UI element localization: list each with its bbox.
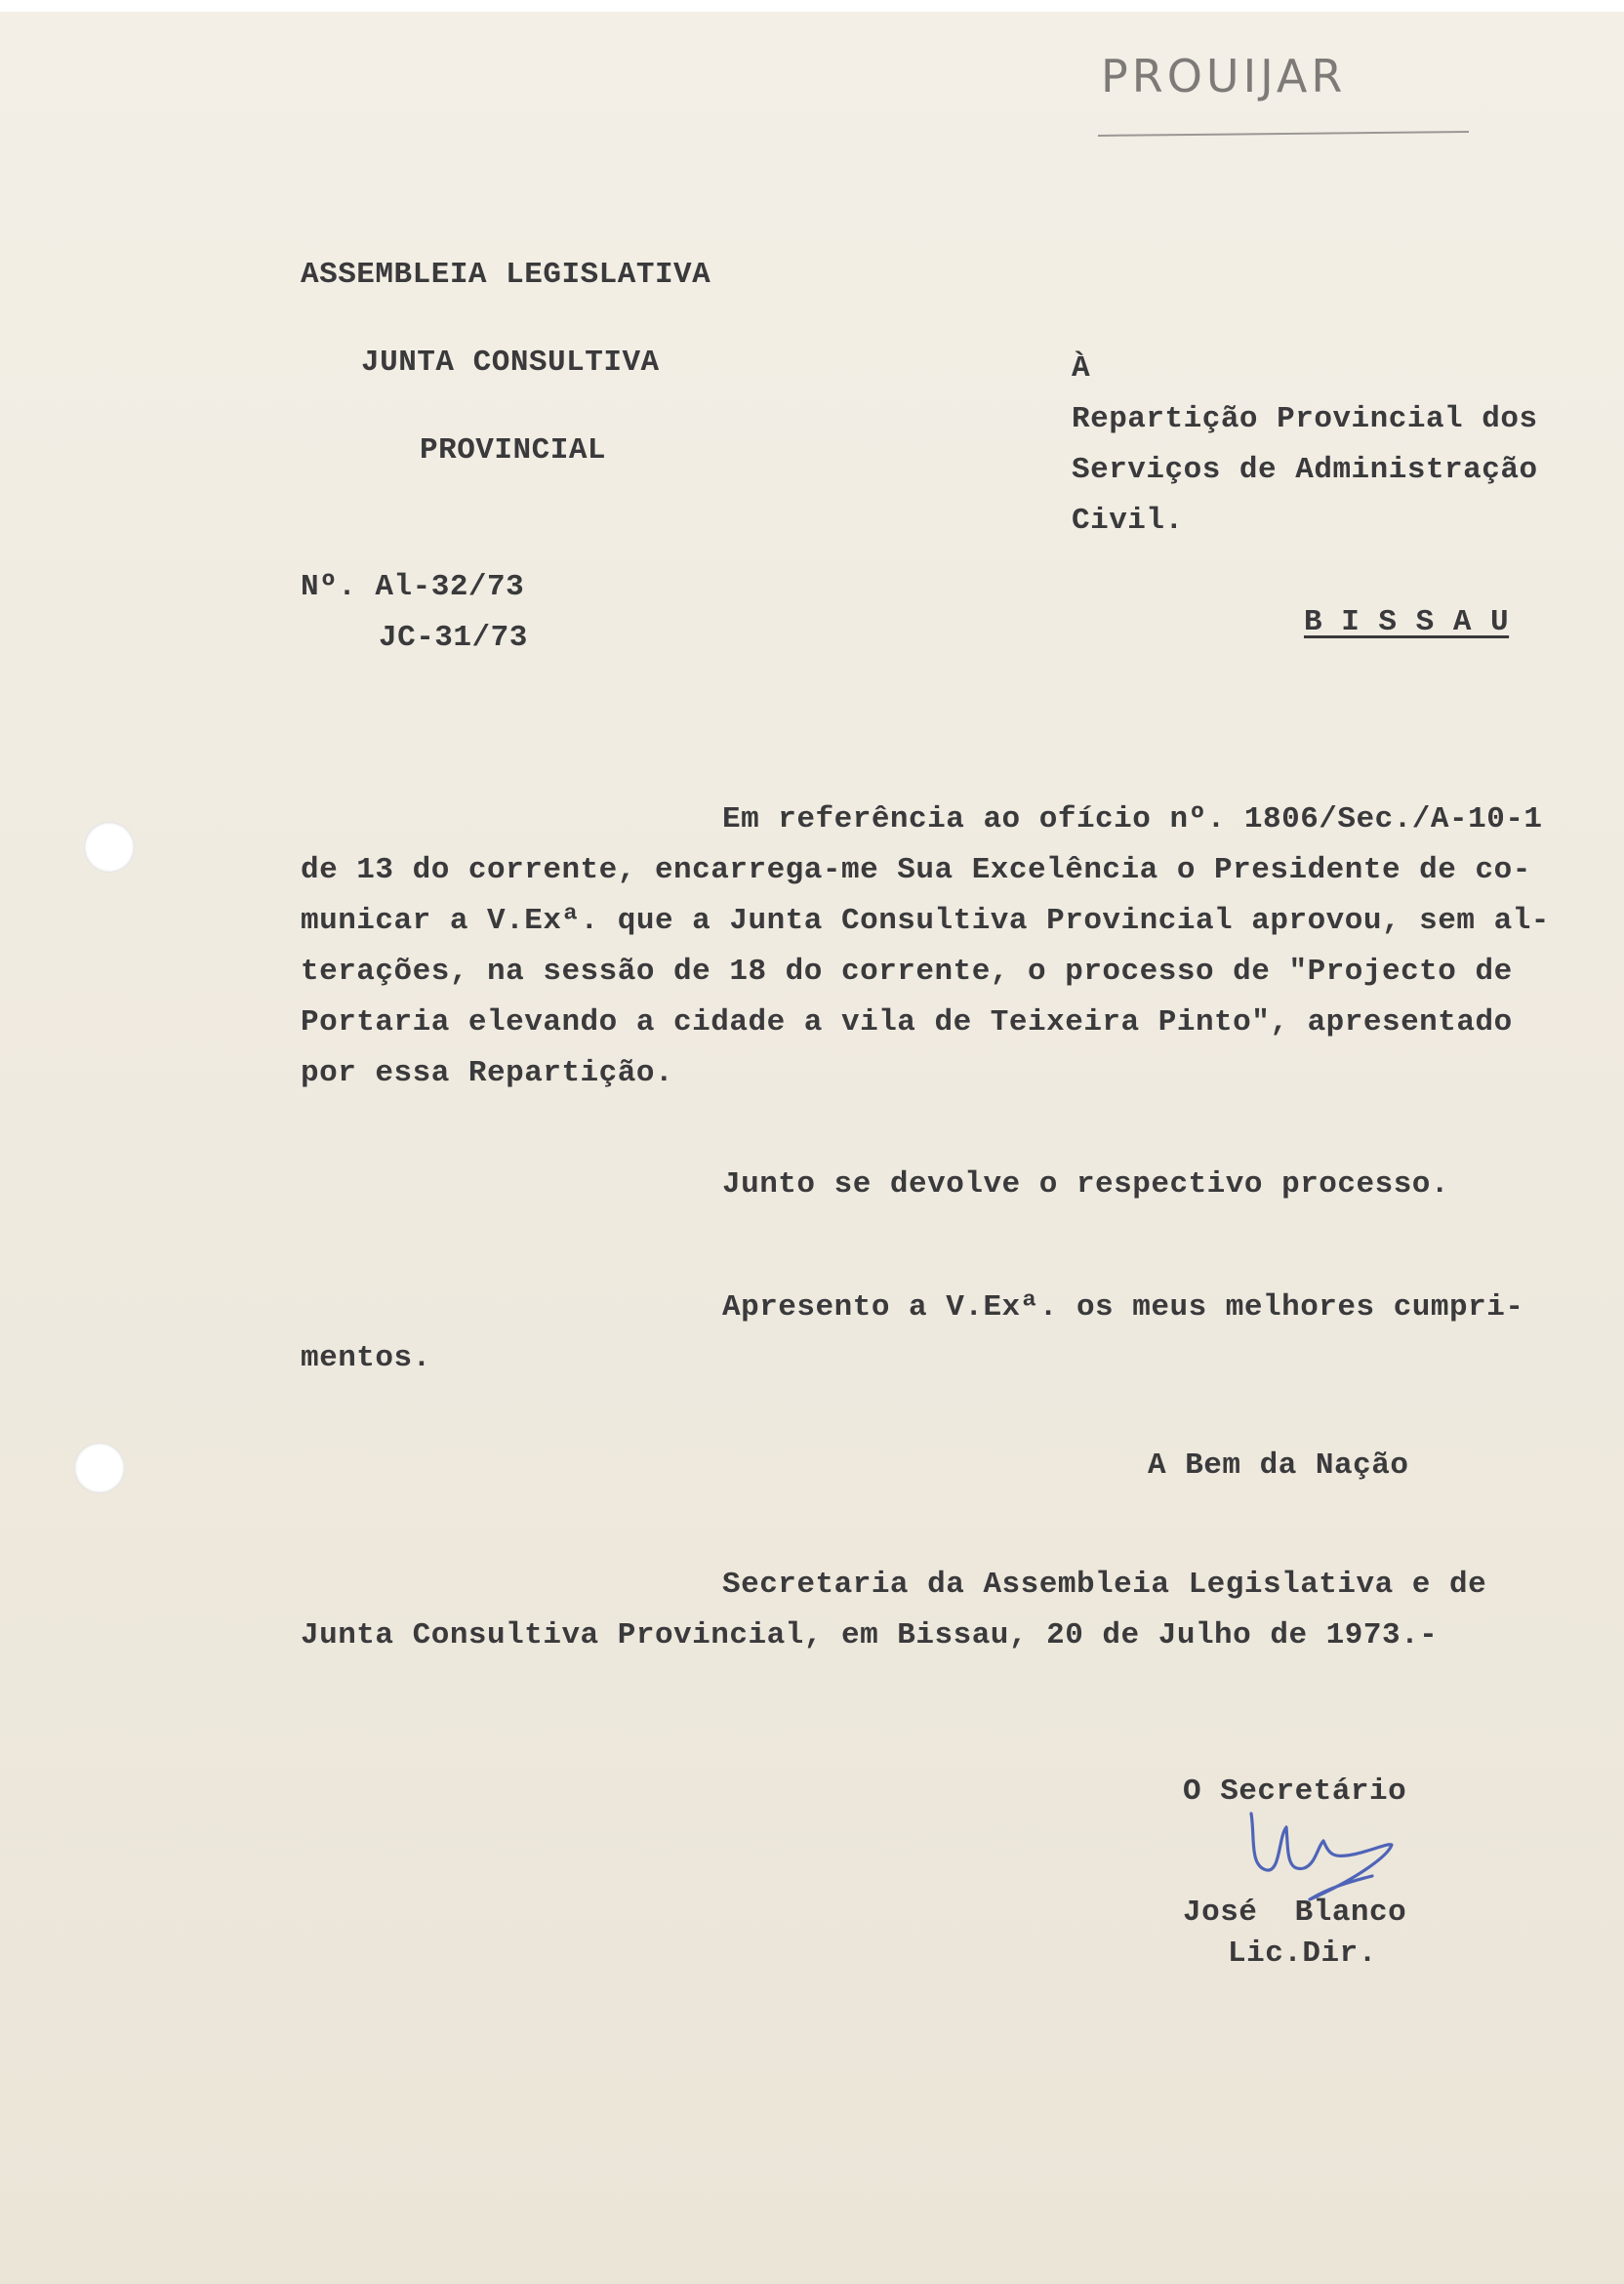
signatory-role: Lic.Dir.: [1228, 1937, 1377, 1971]
header-provincial: PROVINCIAL: [420, 433, 607, 468]
recipient-line-1: Repartição Provincial dos: [1072, 402, 1538, 436]
header-assembly: ASSEMBLEIA LEGISLATIVA: [301, 258, 711, 292]
signatory-name: José Blanco: [1183, 1896, 1407, 1930]
handwritten-annotation: PROUIJAR: [1101, 50, 1347, 102]
body-line: Em referência ao ofício nº. 1806/Sec./A-10-1: [722, 802, 1543, 836]
recipient-line-2: Serviços de Administração: [1072, 453, 1538, 487]
punch-hole: [84, 822, 135, 873]
body-line: municar a V.Exª. que a Junta Consultiva Provincial aprovou, sem al-: [301, 904, 1550, 938]
header-junta: JUNTA CONSULTIVA: [361, 346, 660, 380]
document-page: [0, 12, 1624, 2284]
recipient-city: B I S S A U: [1304, 605, 1510, 639]
closing-formula: A Bem da Nação: [1148, 1448, 1409, 1483]
recipient-line-3: Civil.: [1072, 504, 1184, 538]
place-date-line: Junta Consultiva Provincial, em Bissau, 20 de Julho de 1973.-: [301, 1618, 1439, 1652]
annotation-underline: [1098, 131, 1469, 137]
punch-hole: [74, 1443, 125, 1493]
body-line: por essa Repartição.: [301, 1056, 674, 1090]
body-line: mentos.: [301, 1341, 431, 1375]
signatory-title: O Secretário: [1183, 1774, 1407, 1809]
body-line: terações, na sessão de 18 do corrente, o processo de "Projecto de: [301, 955, 1513, 989]
reference-number: Nº. Al-32/73: [301, 570, 525, 604]
body-line: Portaria elevando a cidade a vila de Teixeira Pinto", apresentado: [301, 1005, 1513, 1040]
body-line: Junto se devolve o respectivo processo.: [722, 1167, 1450, 1202]
recipient-prefix: À: [1072, 351, 1091, 386]
body-line: Apresento a V.Exª. os meus melhores cumpri-: [722, 1290, 1524, 1325]
place-date-line: Secretaria da Assembleia Legislativa e de: [722, 1568, 1487, 1602]
body-line: de 13 do corrente, encarrega-me Sua Excelência o Presidente de co-: [301, 853, 1531, 887]
reference-number-jc: JC-31/73: [379, 621, 528, 655]
